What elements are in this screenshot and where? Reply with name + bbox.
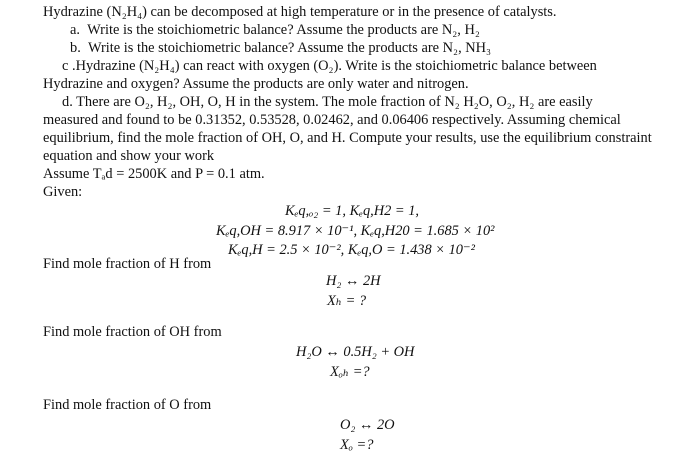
find-h-reaction: H₂ ↔ 2H [326, 273, 381, 289]
intro-text: Hydrazine (N₂H₄) can be decomposed at high temperature or in the presence of catalysts. [43, 4, 557, 20]
find-o-reaction: O₂ ↔ 2O [340, 417, 395, 433]
part-a-text: a. Write is the stoichiometric balance? Assume the products are N₂, H₂ [70, 22, 480, 38]
find-oh-unknown: Xₒₕ =? [330, 364, 370, 380]
given-label: Given: [43, 184, 83, 200]
find-o-unknown: Xₒ =? [340, 437, 374, 453]
find-h-unknown: Xₕ = ? [327, 293, 367, 309]
part-d-text-2: measured and found to be 0.31352, 0.53528, 0.02462, and 0.06406 respectively. Assuming chemical [43, 112, 621, 128]
assume-text: Assume Tₐd = 2500K and P = 0.1 atm. [43, 166, 265, 182]
part-b-text: b. Write is the stoichiometric balance? Assume the products are N₂, NH₃ [70, 40, 492, 56]
part-d-text-3: equilibrium, find the mole fraction of OH, O, and H. Compute your results, use the equilibrium constraint [43, 130, 652, 146]
part-c-text-1: c .Hydrazine (N₂H₄) can react with oxygen (O₂). Write is the stoichiometric balance between [62, 58, 597, 74]
find-h-label: Find mole fraction of H from [43, 256, 212, 272]
find-oh-label: Find mole fraction of OH from [43, 324, 222, 340]
constants-line-1: Kₑq,ₒ₂ = 1, Kₑq,H2 = 1, [285, 203, 420, 219]
find-oh-reaction: H₂O ↔ 0.5H₂ + OH [296, 344, 415, 360]
constants-line-3: Kₑq,H = 2.5 × 10⁻², Kₑq,O = 1.438 × 10⁻² [228, 242, 475, 258]
part-c-text-2: Hydrazine and oxygen? Assume the products are only water and nitrogen. [43, 76, 469, 92]
part-d-text-1: d. There are O₂, H₂, OH, O, H in the system. The mole fraction of N₂ H₂O, O₂, H₂ are easily [62, 94, 593, 110]
constants-line-2: Kₑq,OH = 8.917 × 10⁻¹, Kₑq,H20 = 1.685 × 10² [216, 223, 495, 239]
part-d-text-4: equation and show your work [43, 148, 215, 164]
find-o-label: Find mole fraction of O from [43, 397, 212, 413]
